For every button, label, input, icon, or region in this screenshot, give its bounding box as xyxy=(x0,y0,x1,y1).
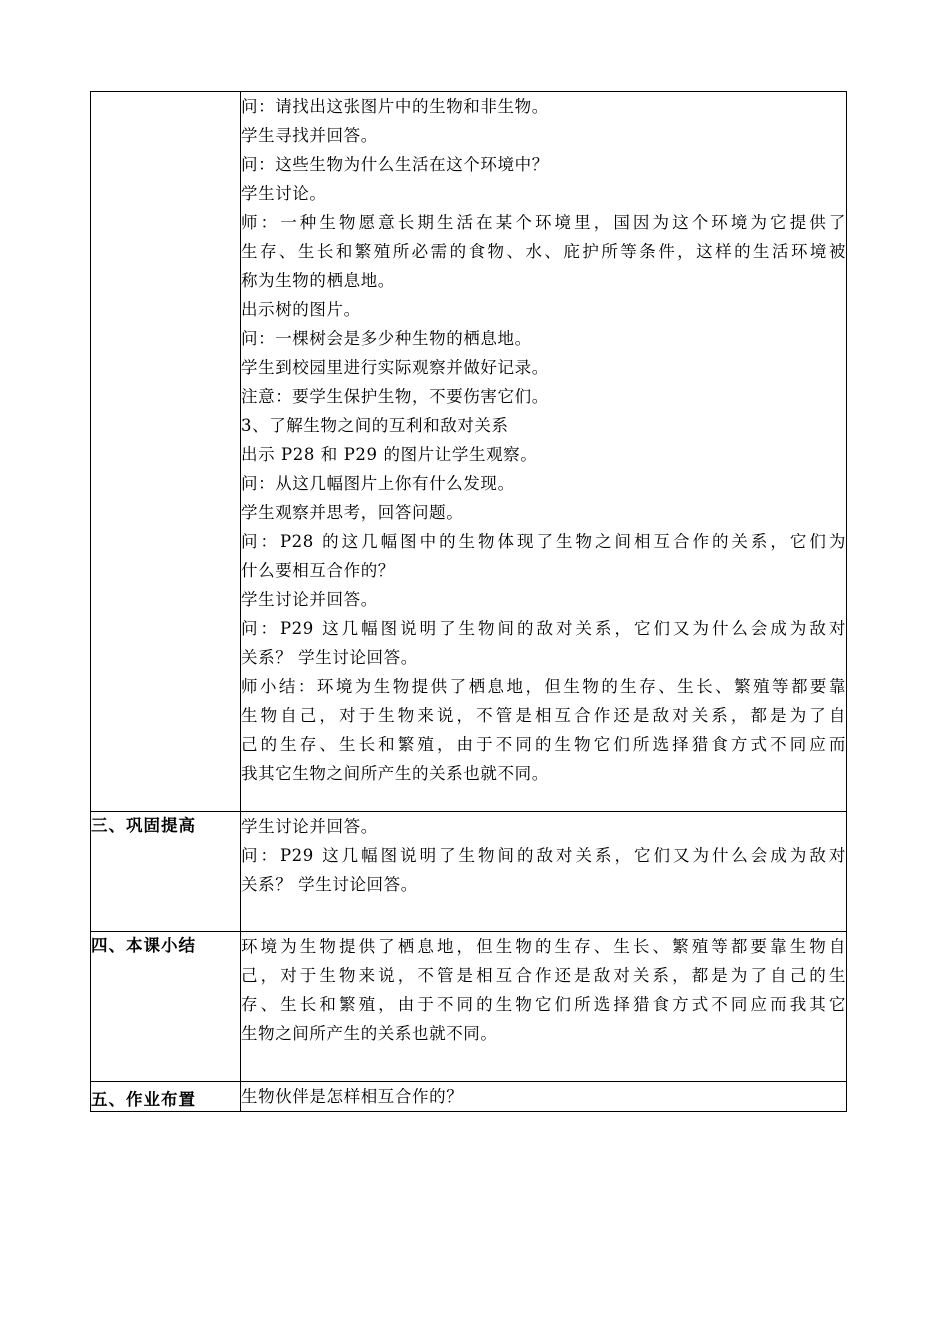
table-row xyxy=(91,812,847,932)
text-line: 称为生物的栖息地。 xyxy=(241,271,395,290)
text-line: 学生讨论并回答。 xyxy=(241,590,378,609)
section-label: 五、作业布置 xyxy=(91,1082,241,1112)
text-line: 出示 P28 和 P29 的图片让学生观察。 xyxy=(241,445,538,464)
table-row xyxy=(91,92,847,812)
section-content xyxy=(241,932,847,1082)
table-row xyxy=(91,932,847,1082)
text-line: 师小结：环境为生物提供了栖息地，但生物的生存、生长、繁殖等都要靠 xyxy=(241,677,846,696)
text-line: 3、了解生物之间的互利和敌对关系 xyxy=(241,416,509,435)
text-line: 我其它生物之间所产生的关系也就不同。 xyxy=(241,764,549,783)
text-line: 问：请找出这张图片中的生物和非生物。 xyxy=(241,97,549,116)
text-line: 问：P29 这几幅图说明了生物间的敌对关系，它们又为什么会成为敌对 xyxy=(241,619,846,638)
section-label: 四、本课小结 xyxy=(91,932,241,1082)
text-line: 生物之间所产生的关系也就不同。 xyxy=(241,1024,498,1043)
text-line: 己，对于生物来说，不管是相互合作还是敌对关系，都是为了自己的生 xyxy=(241,966,846,985)
text-line: 师：一种生物愿意长期生活在某个环境里，国因为这个环境为它提供了 xyxy=(241,213,846,232)
text-line: 学生讨论。 xyxy=(241,184,327,203)
text-line: 关系？ 学生讨论回答。 xyxy=(241,648,418,667)
text-line: 己的生存、生长和繁殖，由于不同的生物它们所选择猎食方式不同应而 xyxy=(241,735,846,754)
text-line: 问：一棵树会是多少种生物的栖息地。 xyxy=(241,329,532,348)
section-label: 三、巩固提高 xyxy=(91,812,241,932)
text-line: 出示树的图片。 xyxy=(241,300,361,319)
text-line: 关系？ 学生讨论回答。 xyxy=(241,875,418,894)
text-line: 什么要相互合作的？ xyxy=(241,561,395,580)
text-line: 存、生长和繁殖，由于不同的生物它们所选择猎食方式不同应而我其它 xyxy=(241,995,846,1014)
text-line: 问：这些生物为什么生活在这个环境中？ xyxy=(241,155,549,174)
lesson-plan-table xyxy=(90,91,847,1112)
section-content xyxy=(241,812,847,932)
section-label xyxy=(91,92,241,812)
section-content xyxy=(241,92,847,812)
text-line: 学生讨论并回答。 xyxy=(241,817,378,836)
text-line: 环境为生物提供了栖息地，但生物的生存、生长、繁殖等都要靠生物自 xyxy=(241,937,846,956)
text-line: 生存、生长和繁殖所必需的食物、水、庇护所等条件，这样的生活环境被 xyxy=(241,242,846,261)
text-line: 问：P28 的这几幅图中的生物体现了生物之间相互合作的关系，它们为 xyxy=(241,532,846,551)
table-row xyxy=(91,1082,847,1112)
text-line: 学生寻找并回答。 xyxy=(241,126,378,145)
text-line: 问：P29 这几幅图说明了生物间的敌对关系，它们又为什么会成为敌对 xyxy=(241,846,846,865)
text-line: 注意：要学生保护生物，不要伤害它们。 xyxy=(241,387,549,406)
text-line: 学生观察并思考，回答问题。 xyxy=(241,503,464,522)
text-line: 学生到校园里进行实际观察并做好记录。 xyxy=(241,358,549,377)
text-line: 生物自己，对于生物来说，不管是相互合作还是敌对关系，都是为了自 xyxy=(241,706,846,725)
section-content xyxy=(241,1082,847,1112)
text-line: 问：从这几幅图片上你有什么发现。 xyxy=(241,474,515,493)
text-line: 生物伙伴是怎样相互合作的？ xyxy=(241,1087,464,1106)
